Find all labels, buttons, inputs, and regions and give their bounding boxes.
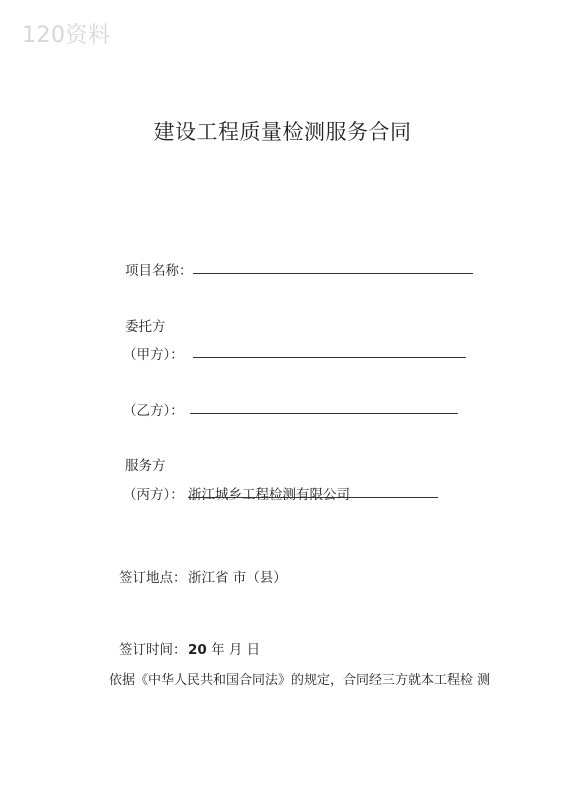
project-name-label: 项目名称： (125, 263, 193, 279)
party-c-field-line (188, 497, 438, 498)
signing-place-value: 浙江省 市（县） (188, 570, 287, 586)
signing-date-rest: 年 月 日 (206, 642, 261, 658)
party-b-label: （乙方）： (123, 403, 184, 419)
party-c-label: （丙方）： (123, 487, 184, 503)
party-a-field-line (193, 357, 466, 358)
party-b-field-line (190, 413, 458, 414)
signing-place-label: 签订地点： (119, 570, 187, 586)
document-title: 建设工程质量检测服务合同 (153, 120, 412, 144)
signing-time-label: 签订时间： (119, 642, 187, 658)
watermark: 120资料 (22, 23, 111, 48)
signing-year-prefix: 20 (188, 642, 207, 658)
provider-heading: 服务方 (125, 458, 166, 474)
party-c-value: 浙江城乡工程检测有限公司 (188, 487, 350, 503)
client-heading: 委托方 (125, 319, 166, 335)
signing-time-value (188, 638, 260, 658)
party-a-label: （甲方）： (123, 347, 184, 363)
contract-body-text: 依据《中华人民共和国合同法》的规定，合同经三方就本工程检 测 (109, 673, 491, 688)
project-name-field-line (193, 273, 473, 274)
